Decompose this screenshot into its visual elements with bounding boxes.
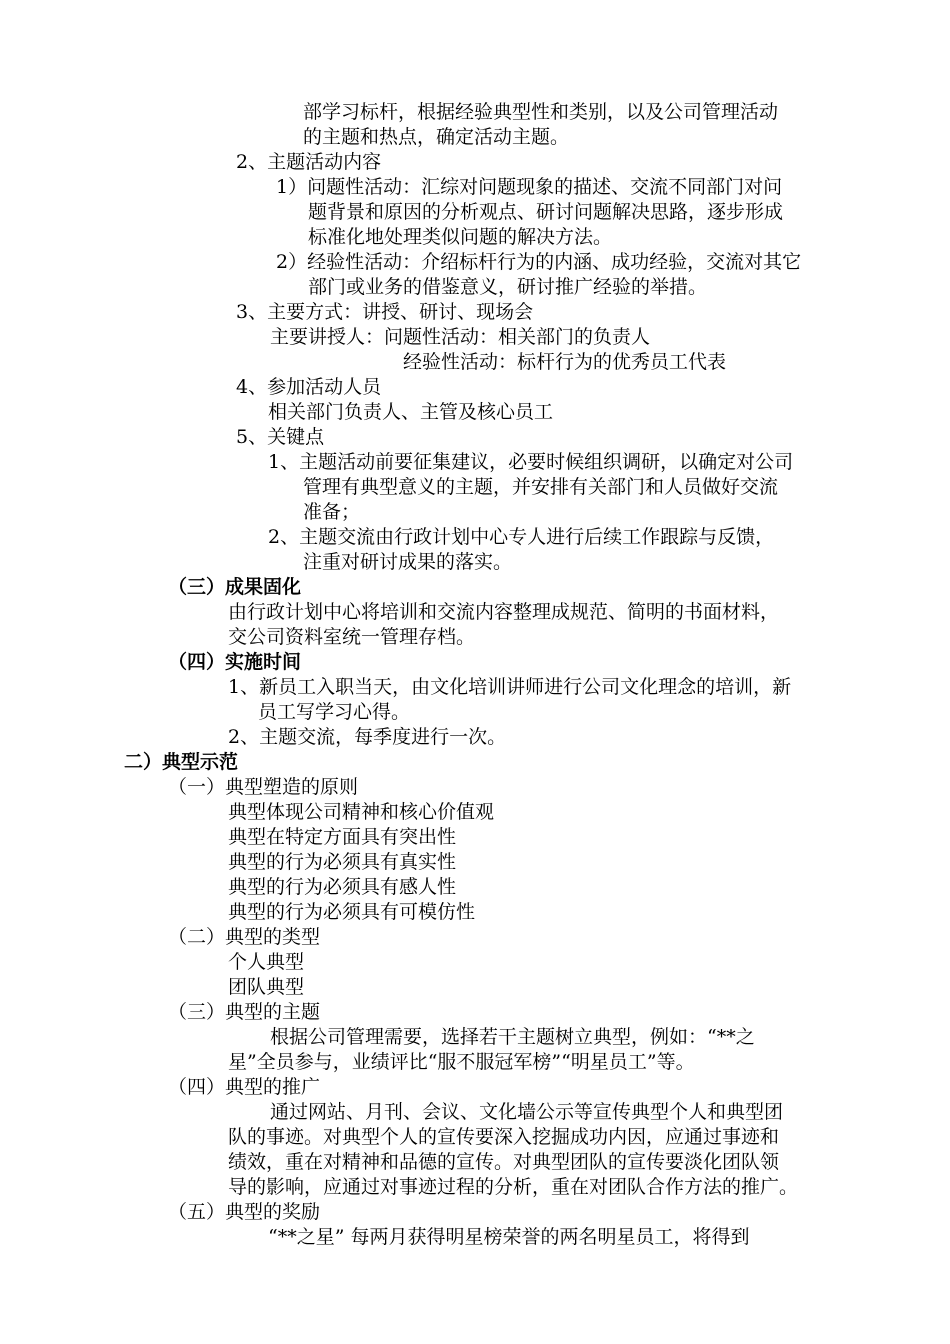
text-line: 的主题和热点，确定活动主题。 <box>303 126 570 148</box>
subsection-heading: （二）典型的类型 <box>168 926 321 948</box>
text-line: 管理有典型意义的主题，并安排有关部门和人员做好交流 <box>303 476 779 498</box>
text-line: 准备； <box>303 501 361 523</box>
text-line: 导的影响，应通过对事迹过程的分析，重在对团队合作方法的推广。 <box>228 1176 799 1198</box>
text-line: 团队典型 <box>228 976 305 998</box>
text-line: 典型的行为必须具有可模仿性 <box>228 901 476 923</box>
text-line: 星”全员参与，业绩评比“服不服冠军榜”“明星员工”等。 <box>228 1051 695 1073</box>
text-line: 典型的行为必须具有真实性 <box>228 851 457 873</box>
text-line: 典型的行为必须具有感人性 <box>228 876 457 898</box>
text-line: 1）问题性活动：汇综对问题现象的描述、交流不同部门对问 <box>276 176 783 198</box>
text-line: 经验性活动：标杆行为的优秀员工代表 <box>403 351 727 373</box>
text-line: 根据公司管理需要，选择若干主题树立典型，例如：“**之 <box>270 1026 755 1048</box>
text-line: 标准化地处理类似问题的解决方法。 <box>308 226 613 248</box>
text-line: 典型体现公司精神和核心价值观 <box>228 801 495 823</box>
subsection-heading: （一）典型塑造的原则 <box>168 776 359 798</box>
text-line: 员工写学习心得。 <box>258 701 411 723</box>
section-heading: （四）实施时间 <box>168 651 302 673</box>
subsection-heading: （四）典型的推广 <box>168 1076 321 1098</box>
subsection-heading: （三）典型的主题 <box>168 1001 321 1023</box>
text-line: 部门或业务的借鉴意义，研讨推广经验的举措。 <box>308 276 708 298</box>
text-line: 部学习标杆，根据经验典型性和类别，以及公司管理活动 <box>303 101 779 123</box>
text-line: 题背景和原因的分析观点、研讨问题解决思路，逐步形成 <box>308 201 784 223</box>
list-item-heading: 4、参加活动人员 <box>236 376 382 398</box>
text-line: 队的事迹。对典型个人的宣传要深入挖掘成功内因，应通过事迹和 <box>228 1126 780 1148</box>
chapter-heading: 二）典型示范 <box>124 751 239 773</box>
text-line: 2）经验性活动：介绍标杆行为的内涵、成功经验，交流对其它 <box>276 251 802 273</box>
list-item-heading: 2、主题活动内容 <box>236 151 382 173</box>
section-heading: （三）成果固化 <box>168 576 302 598</box>
text-line: 相关部门负责人、主管及核心员工 <box>268 401 554 423</box>
text-line: 个人典型 <box>228 951 305 973</box>
list-item-heading: 5、关键点 <box>236 426 325 448</box>
text-line: 绩效，重在对精神和品德的宣传。对典型团队的宣传要淡化团队领 <box>228 1151 780 1173</box>
text-line: “**之星” 每两月获得明星榜荣誉的两名明星员工，将得到 <box>268 1226 750 1248</box>
list-item-heading: 3、主要方式：讲授、研讨、现场会 <box>236 301 534 323</box>
text-line: 主要讲授人：问题性活动：相关部门的负责人 <box>270 326 651 348</box>
text-line: 由行政计划中心将培训和交流内容整理成规范、简明的书面材料， <box>228 601 780 623</box>
text-line: 2、主题交流，每季度进行一次。 <box>228 726 507 748</box>
text-line: 注重对研讨成果的落实。 <box>303 551 513 573</box>
subsection-heading: （五）典型的奖励 <box>168 1201 321 1223</box>
text-line: 通过网站、月刊、会议、文化墙公示等宣传典型个人和典型团 <box>270 1101 784 1123</box>
text-line: 1、主题活动前要征集建议，必要时候组织调研，以确定对公司 <box>268 451 794 473</box>
text-line: 2、主题交流由行政计划中心专人进行后续工作跟踪与反馈， <box>268 526 775 548</box>
text-line: 1、新员工入职当天，由文化培训讲师进行公司文化理念的培训，新 <box>228 676 792 698</box>
text-line: 交公司资料室统一管理存档。 <box>228 626 476 648</box>
text-line: 典型在特定方面具有突出性 <box>228 826 457 848</box>
